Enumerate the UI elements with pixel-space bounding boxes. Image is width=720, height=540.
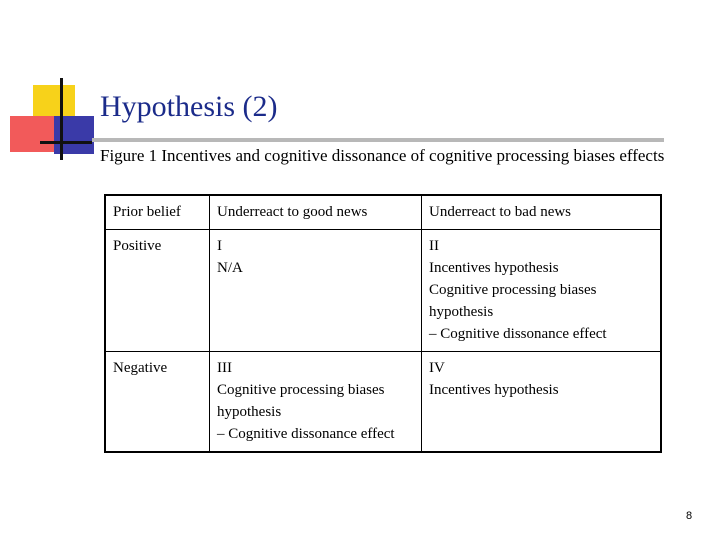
cell-text: Incentives hypothesis xyxy=(429,382,559,398)
header-bad-news: Underreact to bad news xyxy=(422,195,662,230)
cell-negative-good-news xyxy=(210,352,422,453)
cell-text: – Cognitive dissonance effect xyxy=(429,326,607,342)
header-prior-belief: Prior belief xyxy=(105,195,210,230)
cell-text: – Cognitive dissonance effect xyxy=(217,426,395,442)
table-row xyxy=(105,230,661,352)
quadrant-number: IV xyxy=(429,360,445,376)
header-good-news: Underreact to good news xyxy=(210,195,422,230)
page-number: 8 xyxy=(686,510,693,522)
hypothesis-table xyxy=(104,194,662,453)
cell-text: N/A xyxy=(217,260,243,276)
quadrant-number: I xyxy=(217,238,222,254)
table-header-row xyxy=(105,195,661,230)
figure-caption: Figure 1 Incentives and cognitive dissonance of cognitive processing biases effects xyxy=(100,146,665,165)
row-label-positive: Positive xyxy=(105,230,210,352)
decorative-horizontal-line xyxy=(40,141,92,144)
table-row xyxy=(105,352,661,453)
title-underline xyxy=(92,138,664,142)
cell-negative-bad-news xyxy=(422,352,662,453)
quadrant-number: II xyxy=(429,238,439,254)
decorative-vertical-line xyxy=(60,78,63,160)
quadrant-number: III xyxy=(217,360,232,376)
row-label-negative: Negative xyxy=(105,352,210,453)
cell-positive-good-news xyxy=(210,230,422,352)
cell-text: Cognitive processing biases hypothesis xyxy=(217,382,385,420)
cell-positive-bad-news xyxy=(422,230,662,352)
slide-title: Hypothesis (2) xyxy=(100,90,278,123)
cell-text: Cognitive processing biases hypothesis xyxy=(429,282,597,320)
cell-text: Incentives hypothesis xyxy=(429,260,559,276)
decorative-red-square xyxy=(10,116,54,152)
